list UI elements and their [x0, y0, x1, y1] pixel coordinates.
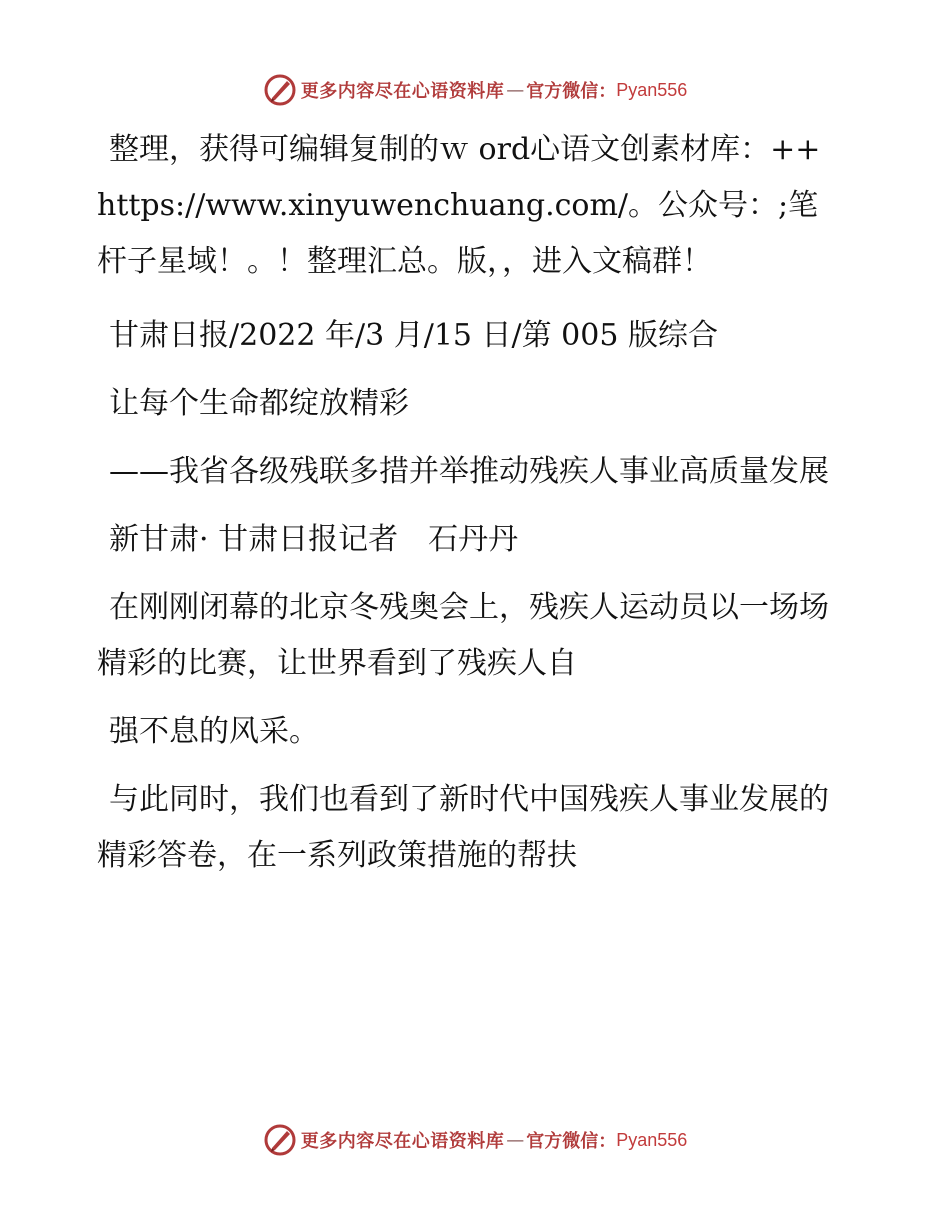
intro-paragraph: 整理，获得可编辑复制的ｗ ord心语文创素材库：++https://www.xinyuwenchuang.com/。公众号：;笔杆子星域！。！整理汇总。版，，进入文稿群！	[97, 132, 821, 279]
banner-wechat-account: Pyan556	[616, 79, 688, 100]
body-paragraph-2: 强不息的风采。	[109, 714, 319, 749]
article-headline: 让每个生命都绽放精彩	[109, 386, 409, 421]
quill-pen-logo-icon	[263, 1123, 297, 1157]
body-paragraph-3: 与此同时，我们也看到了新时代中国残疾人事业发展的精彩答卷，在一系列政策措施的帮扶	[97, 782, 829, 873]
body-paragraph-1: 在刚刚闭幕的北京冬残奥会上，残疾人运动员以一场场精彩的比赛，让世界看到了残疾人自	[97, 590, 829, 681]
header-watermark-banner	[0, 70, 950, 110]
banner-separator: —	[506, 1129, 525, 1151]
quill-pen-logo-icon	[263, 73, 297, 107]
banner-site-text: 更多内容尽在心语资料库	[300, 81, 505, 102]
footer-watermark-banner	[0, 1120, 950, 1160]
banner-site-text: 更多内容尽在心语资料库	[300, 1131, 505, 1152]
source-line: 甘肃日报/2022 年/3 月/15 日/第 005 版综合	[109, 318, 718, 353]
document-body	[97, 122, 837, 896]
article-subheadline: ——我省各级残联多措并举推动残疾人事业高质量发展	[109, 454, 829, 489]
banner-wechat-label: 官方微信：	[526, 1131, 617, 1152]
article-byline: 新甘肃· 甘肃日报记者 石丹丹	[109, 522, 519, 557]
banner-wechat-account: Pyan556	[616, 1129, 688, 1150]
banner-separator: —	[506, 79, 525, 101]
banner-wechat-label: 官方微信：	[526, 81, 617, 102]
